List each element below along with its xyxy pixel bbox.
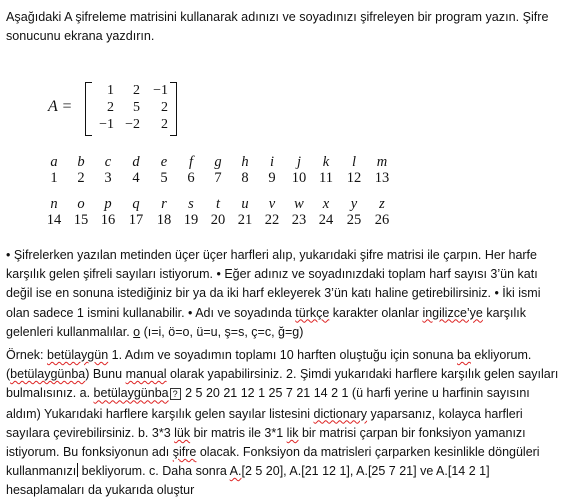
encryption-matrix xyxy=(40,82,240,136)
alphabet-letter: b xyxy=(77,154,85,170)
spellcheck-word: lik xyxy=(286,425,299,440)
alphabet-number: 23 xyxy=(291,212,307,228)
matrix-cell: 2 xyxy=(133,83,140,98)
alphabet-letter: n xyxy=(50,196,58,212)
alphabet-letter: p xyxy=(104,196,112,212)
alphabet-number: 3 xyxy=(104,170,112,186)
alphabet-number: 16 xyxy=(100,212,116,228)
alphabet-number: 12 xyxy=(346,170,362,186)
matrix-cell: 2 xyxy=(161,117,168,132)
alphabet-number: 14 xyxy=(46,212,62,228)
alphabet-number: 25 xyxy=(346,212,362,228)
matrix-cell: −1 xyxy=(99,117,114,132)
alphabet-number: 17 xyxy=(128,212,144,228)
rules-text: karakter olanlar xyxy=(329,305,423,320)
alphabet-number: 9 xyxy=(268,170,276,186)
alphabet-number: 4 xyxy=(132,170,140,186)
instructions-intro xyxy=(6,8,561,46)
matrix-cell: −2 xyxy=(125,117,140,132)
spellcheck-word: dictionary xyxy=(313,406,368,421)
alphabet-letter: x xyxy=(322,196,330,212)
alphabet-letter: y xyxy=(350,196,358,212)
spellcheck-word: türkçe xyxy=(295,305,330,320)
alphabet-number: 20 xyxy=(210,212,226,228)
alphabet-letter: q xyxy=(132,196,140,212)
matrix-cell: 2 xyxy=(161,100,168,115)
example-text: ekliyorum. ( xyxy=(6,348,532,382)
alphabet-number: 22 xyxy=(264,212,280,228)
alphabet-letter: i xyxy=(269,154,275,170)
example-text: [2 5 20], A.[21 12 1], A.[25 7 21] ve A.[14 2 1] hesaplamaları da yukarıda oluştur xyxy=(6,464,490,498)
spellcheck-word: lük xyxy=(174,425,191,440)
intro-line-2: sonucunu ekrana yazdırın. xyxy=(6,29,155,43)
example-text: 2 5 20 21 12 1 25 7 21 14 2 1 (ü harfi yerine u harfinin sayısını aldım) Yukarıdaki harflere karşılık gelen sayılar listesini xyxy=(6,386,530,421)
alphabet-letter: z xyxy=(379,196,385,212)
spellcheck-word: betülaygünba xyxy=(10,367,86,382)
alphabet-letter: m xyxy=(376,154,388,170)
alphabet-number: 13 xyxy=(374,170,390,186)
alphabet-letter: f xyxy=(188,154,194,170)
spellcheck-word: A. xyxy=(229,464,242,479)
alphabet-letter: h xyxy=(241,154,249,170)
alphabet-number: 19 xyxy=(183,212,199,228)
matrix-cell: 1 xyxy=(107,83,114,98)
example-text: olarak yapabilirsiniz. 2. Şimdi yukarıdaki harflere karşılık gelen sayıları bulmalısınız. a. xyxy=(6,367,559,401)
rules-paragraph xyxy=(6,246,559,342)
alphabet-letter: k xyxy=(322,154,330,170)
alphabet-letter: d xyxy=(132,154,140,170)
alphabet-letter: c xyxy=(104,154,112,170)
alphabet-number: 18 xyxy=(156,212,172,228)
alphabet-letter: r xyxy=(161,196,167,212)
alphabet-number: 10 xyxy=(291,170,307,186)
matrix-label: A = xyxy=(48,98,73,115)
alphabet-number: 7 xyxy=(214,170,222,186)
example-text: Örnek: xyxy=(6,348,47,362)
alphabet-number: 15 xyxy=(73,212,89,228)
rules-text: karşılık gelenleri kullanmalılar. xyxy=(6,305,526,339)
example-text: bekliyorum. c. Daha sonra xyxy=(78,464,230,479)
matrix-right-bracket xyxy=(170,82,177,136)
underlined-word: o xyxy=(133,324,141,339)
spellcheck-word: betülaygün xyxy=(47,348,109,362)
example-text: olacak. Fonksiyon da matrisleri çarparken kesinlikle döngüleri kullanmanızı xyxy=(6,445,540,479)
example-text: bir matrisi çarpan bir fonksiyon yamanızı istiyorum. Bu fonksiyonun adı xyxy=(6,425,526,460)
alphabet-letter: a xyxy=(50,154,58,170)
matrix-cell: 2 xyxy=(107,100,114,115)
alphabet-letter: t xyxy=(215,196,221,212)
example-paragraph xyxy=(6,346,559,501)
alphabet-letter: w xyxy=(294,196,304,212)
alphabet-number: 8 xyxy=(241,170,249,186)
matrix-cell: −1 xyxy=(153,83,168,98)
example-text: 1. Adım ve soyadımın toplamı 10 harften oluştuğu için sonuna xyxy=(108,348,457,362)
rules-text: • Şifrelerken yazılan metinden üçer üçer harfleri alıp, yukarıdaki şifre matrisi ile çarpın. Her harfe karşılık gelen şifreli sayıları istiyorum. • Eğer adınız ve soyadınızdaki toplam harf sayısı 3’ün katı değil ise en sonuna istediğiniz bir ya da iki harf ekleyerek 3’ün katı haline getirebilirsiniz. • İki ismi olan sadece 1 ismini kullanabilir. • Adı ve soyadında xyxy=(6,248,541,320)
alphabet-letter: s xyxy=(188,196,194,212)
missing-glyph-box: ? xyxy=(170,388,181,400)
alphabet-number: 24 xyxy=(318,212,334,228)
spellcheck-word: manual xyxy=(125,367,167,382)
alphabet-number: 6 xyxy=(187,170,195,186)
spellcheck-word: şifre xyxy=(172,445,197,460)
alphabet-number: 5 xyxy=(160,170,168,186)
spellcheck-word: betülaygünba xyxy=(93,386,169,401)
rules-text: (ı=i, ö=o, ü=u, ş=s, ç=c, ğ=g) xyxy=(140,324,304,339)
alphabet-letter: u xyxy=(241,196,249,212)
alphabet-letter: l xyxy=(351,154,357,170)
alphabet-letter: e xyxy=(160,154,168,170)
spellcheck-word: ingilizce’ye xyxy=(422,305,483,320)
intro-line-1: Aşağıdaki A şifreleme matrisini kullanarak adınızı ve soyadınızı şifreleyen bir program yazın. Şifre xyxy=(6,10,549,24)
alphabet-number: 11 xyxy=(319,170,333,186)
alphabet-number: 2 xyxy=(77,170,85,186)
alphabet-letter: v xyxy=(268,196,276,212)
alphabet-number: 1 xyxy=(50,170,58,186)
matrix-cell: 5 xyxy=(133,100,140,115)
example-text: bir matris ile 3*1 xyxy=(190,425,287,440)
alphabet-number: 26 xyxy=(374,212,390,228)
alphabet-letter: o xyxy=(77,196,85,212)
alphabet-letter: g xyxy=(214,154,222,170)
alphabet-number: 21 xyxy=(237,212,253,228)
example-text: ) Bunu xyxy=(85,367,126,382)
example-text: yaparsanız, kolayca harfleri sayılara çevirebilirsiniz. b. 3*3 xyxy=(6,406,523,440)
spellcheck-word: ba xyxy=(457,348,471,362)
alphabet-letter: j xyxy=(296,154,302,170)
